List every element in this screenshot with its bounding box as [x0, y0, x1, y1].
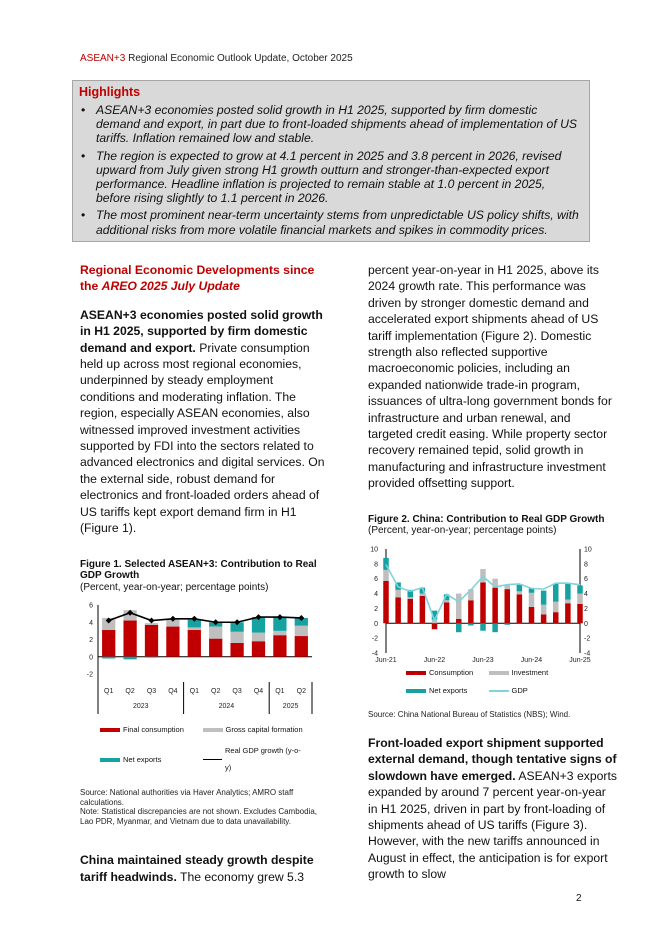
figure-1-title: Figure 1. Selected ASEAN+3: Contribution to Real GDP Growth — [80, 558, 317, 581]
legend-label: Net exports — [123, 754, 162, 764]
legend-final-consumption — [100, 722, 203, 738]
svg-text:0: 0 — [584, 620, 588, 628]
paragraph — [80, 852, 325, 885]
swatch-icon — [203, 728, 223, 732]
paragraph: percent year-on-year in H1 2025, above its 2024 growth rate. This performance was driven by stronger domestic demand and accelerated export shipments ahead of US tariff implementation (Figure 2). Domestic strength also reflected supportive macroeconomic policies, including an expanded nationwide trade-in program, issuances of ultra-long government bonds for infrastructure and urban renewal, and targeted credit easing. While property sector recovery remained tepid, solid growth in manufacturing and infrastructure investment provided offsetting support. — [368, 263, 612, 491]
svg-text:Q2: Q2 — [211, 688, 221, 695]
svg-text:Q2: Q2 — [125, 688, 135, 695]
svg-text:Q1: Q1 — [104, 688, 114, 695]
svg-text:4: 4 — [584, 590, 588, 598]
svg-text:10: 10 — [370, 546, 378, 554]
para-lead: ASEAN+3 economies posted solid growth in H1 2025, supported by firm domestic demand and export. — [80, 307, 323, 355]
svg-text:2: 2 — [374, 605, 378, 613]
section-title-text: Regional Economic Developments since the — [80, 263, 315, 294]
svg-text:2: 2 — [584, 605, 588, 613]
figure-1 — [80, 559, 325, 827]
svg-text:-4: -4 — [584, 650, 591, 658]
legend-label: Net exports — [429, 686, 468, 696]
section-title-italic: AREO 2025 July Update — [101, 279, 240, 294]
svg-text:Q3: Q3 — [232, 688, 242, 695]
figure-2-title: Figure 2. China: Contribution to Real GDP Growth — [368, 513, 605, 525]
legend-real-gdp — [203, 743, 306, 776]
line-marker-icon — [203, 759, 223, 760]
paragraph — [368, 735, 618, 883]
highlights-list — [79, 103, 583, 237]
svg-text:4: 4 — [374, 590, 378, 598]
svg-text:2: 2 — [89, 637, 93, 644]
page-number: 2 — [576, 893, 582, 904]
figure-1-chart — [80, 599, 315, 714]
para-text: Private consumption held up across most regional economies, underpinned by steady employment conditions and moderating inflation. The region, especially ASEAN economies, also witnessed improved investment activities supported by FDI into the sectors related to advanced electronics and digital services. On the external side, robust demand for electronics and front-loaded orders ahead of US tariffs kept export demand firm in H1 (Figure 1). — [80, 340, 325, 536]
swatch-icon — [406, 689, 426, 693]
para-text: ASEAN+3 exports expanded by around 7 percent year-on-year in H1 2025, driven in part by front-loading of shipments ahead of US tariffs (Figure 3). However, with the new tariffs announced in August in effect, the anticipation is for export growth to slow — [368, 768, 617, 882]
svg-text:Q2: Q2 — [296, 688, 306, 695]
para-lead: China maintained steady growth despite tariff headwinds. — [80, 853, 314, 884]
swatch-icon — [100, 728, 120, 732]
svg-text:8: 8 — [584, 561, 588, 569]
legend-net-exports — [100, 743, 203, 776]
left-column — [80, 262, 325, 885]
svg-text:-2: -2 — [371, 635, 378, 643]
figure-1-note: Note: Statistical discrepancies are not shown. Excludes Cambodia, Lao PDR, Myanmar, and Vietnam due to data unavailability. — [80, 807, 318, 826]
running-header — [80, 53, 353, 64]
svg-text:Jun-21: Jun-21 — [375, 656, 397, 663]
svg-text:Q4: Q4 — [168, 688, 178, 695]
legend-label: Gross capital formation — [225, 725, 303, 734]
para-lead: Front-loaded export shipment supported external demand, though tentative signs of slowdown have emerged. — [368, 736, 617, 783]
line-icon — [489, 690, 509, 692]
legend-label: Investment — [511, 667, 549, 677]
svg-text:Q3: Q3 — [146, 688, 157, 695]
legend-gross-capital — [203, 722, 306, 738]
svg-text:6: 6 — [89, 602, 93, 610]
svg-text:0: 0 — [89, 654, 93, 662]
legend-label: GDP — [511, 686, 528, 696]
highlight-bullet: • The most prominent near-term uncertainty stems from unpredictable US policy shifts, with additional risks from more volatile financial markets and spikes in commodity prices. — [79, 208, 583, 236]
svg-text:Q1: Q1 — [189, 688, 199, 695]
svg-text:Jun-23: Jun-23 — [472, 656, 494, 663]
section-title — [80, 262, 325, 295]
svg-text:2025: 2025 — [282, 703, 299, 710]
swatch-icon — [406, 671, 426, 675]
highlight-bullet: • The region is expected to grow at 4.1 percent in 2025 and 3.8 percent in 2026, revised upward from July given strong H1 growth outturn and stronger-than-expected export performance. Headline inflation is projected to remain stable at 1.0 percent in 2025, before rising slightly to 1.1 percent in 2026. — [79, 149, 583, 206]
figure-2-chart — [368, 545, 608, 663]
legend-label: Final consumption — [123, 725, 184, 734]
svg-text:10: 10 — [584, 546, 592, 554]
svg-text:-4: -4 — [371, 650, 378, 658]
header-title: Regional Economic Outlook Update, October 2025 — [125, 53, 353, 64]
legend-label: Consumption — [429, 667, 474, 677]
svg-text:Jun-25: Jun-25 — [569, 656, 591, 663]
figure-2-legend — [406, 665, 571, 700]
figure-1-source: Source: National authorities via Haver Analytics; AMRO staff calculations. — [80, 788, 294, 807]
highlight-bullet: • ASEAN+3 economies posted solid growth in H1 2025, supported by firm domestic demand and export, in part due to front-loaded shipments ahead of implementation of US tariffs. Inflation remained low and stable. — [79, 103, 583, 146]
legend-gdp — [489, 683, 572, 699]
legend-label: Real GDP growth (y-o-y) — [225, 746, 301, 772]
right-column — [368, 262, 618, 883]
legend-consumption — [406, 665, 489, 681]
para-text: The economy grew 5.3 — [176, 869, 304, 884]
svg-text:4: 4 — [89, 619, 93, 627]
svg-text:2023: 2023 — [133, 703, 149, 710]
svg-text:Q1: Q1 — [275, 688, 285, 695]
svg-text:8: 8 — [374, 561, 378, 569]
svg-text:Jun-24: Jun-24 — [520, 656, 543, 663]
highlights-box — [72, 80, 590, 242]
swatch-icon — [100, 758, 120, 762]
header-brand: ASEAN+3 — [80, 53, 126, 64]
swatch-icon — [489, 671, 509, 675]
legend-net-exports — [406, 683, 489, 699]
svg-text:Jun-22: Jun-22 — [423, 656, 446, 663]
highlights-title: Highlights — [79, 85, 141, 99]
figure-1-subtitle: (Percent, year-on-year; percentage points) — [80, 581, 269, 593]
svg-text:-2: -2 — [86, 671, 93, 679]
svg-text:6: 6 — [374, 575, 378, 583]
paragraph — [80, 307, 325, 537]
svg-text:6: 6 — [584, 575, 588, 583]
figure-2-source: Source: China National Bureau of Statistics (NBS); Wind. — [368, 709, 571, 719]
legend-investment — [489, 665, 572, 681]
svg-text:-2: -2 — [584, 635, 591, 643]
svg-text:0: 0 — [374, 620, 378, 628]
svg-text:2024: 2024 — [218, 703, 235, 710]
figure-2 — [368, 514, 618, 719]
figure-2-subtitle: (Percent, year-on-year; percentage points) — [368, 525, 557, 537]
figure-1-legend — [100, 722, 305, 776]
svg-text:Q4: Q4 — [253, 688, 264, 695]
